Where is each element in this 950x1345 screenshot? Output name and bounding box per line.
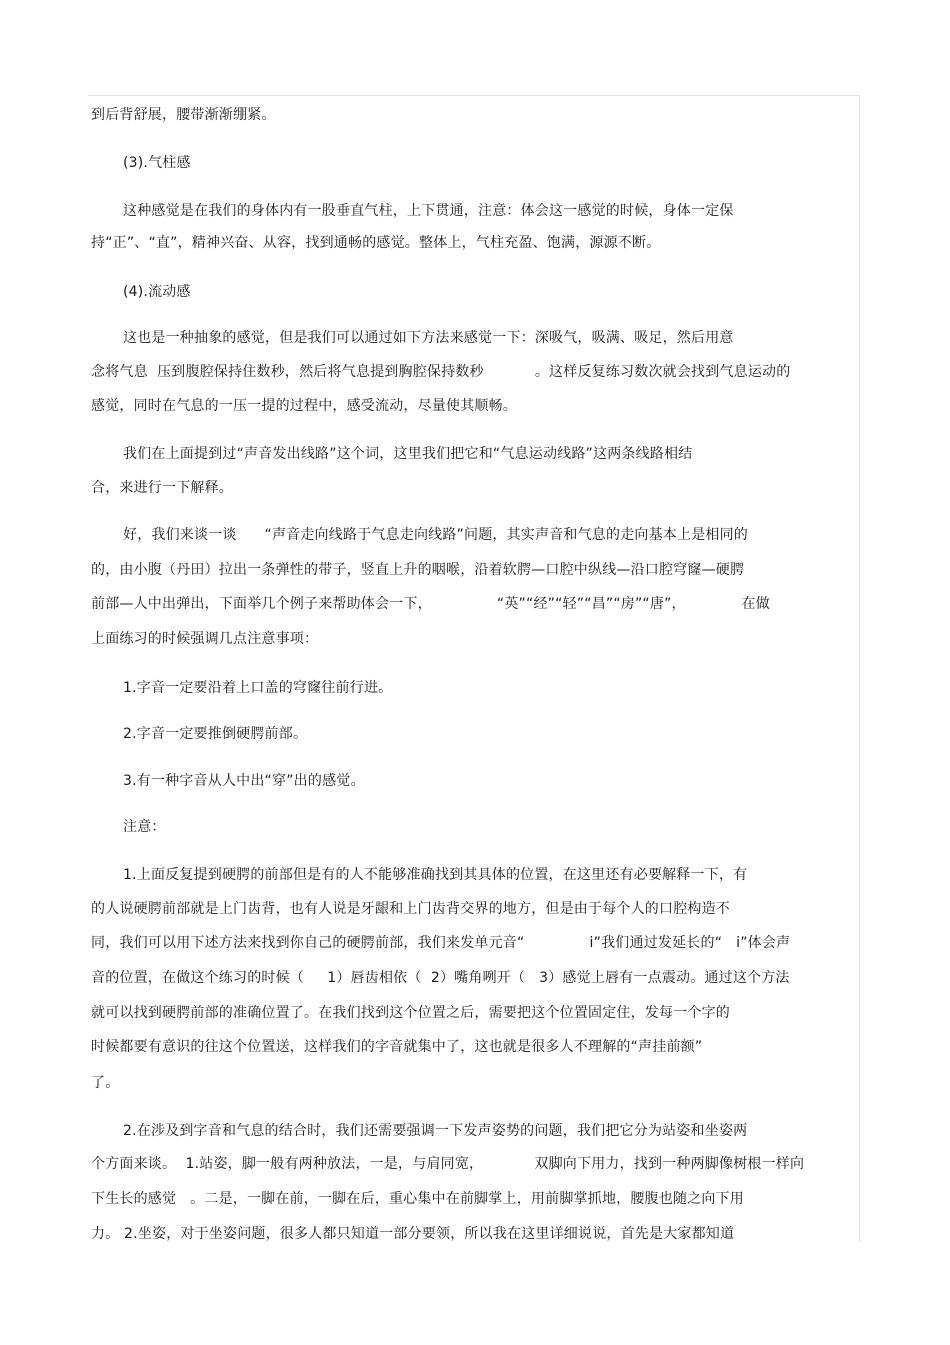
- text-line: 前部—人中出弹出，下面举几个例子来帮助体会一下， “英”“经”“轻”“昌”“房”“唐”， 在做: [91, 596, 770, 612]
- text-line: 就可以找到硬腭前部的准确位置了。在我们找到这个位置之后，需要把这个位置固定住，发每一个字的: [91, 1005, 730, 1021]
- text-line: 1.字音一定要沿着上口盖的穹窿往前行进。: [123, 680, 393, 696]
- text-line: 下生长的感觉 。二是，一脚在前，一脚在后，重心集中在前脚掌上，用前脚掌抓地，腰腹也随之向下用: [91, 1191, 744, 1207]
- text-line: 我们在上面提到过“声音发出线路”这个词，这里我们把它和“气息运动线路”这两条线路相结: [123, 446, 693, 462]
- text-line: 力。 2.坐姿，对于坐姿问题，很多人都只知道一部分要领，所以我在这里详细说说，首先是大家都知道: [91, 1226, 735, 1242]
- text-line: 2.在涉及到字音和气息的结合时，我们还需要强调一下发声姿势的问题，我们把它分为站姿和坐姿两: [123, 1123, 748, 1139]
- text-line: 感觉，同时在气息的一压一提的过程中，感受流动，尽量使其顺畅。: [91, 398, 517, 414]
- page-frame: [88, 95, 860, 1242]
- text-line: 了。: [91, 1075, 120, 1091]
- text-line: 注意：: [123, 819, 166, 835]
- text-line: 念将气息 压到腹腔保持住数秒，然后将气息提到胸腔保持数秒 。这样反复练习数次就会找到气息运动的: [91, 364, 791, 380]
- text-line: (3).气柱感: [123, 155, 191, 171]
- text-line: 持“正”、“直”，精神兴奋、从容，找到通畅的感觉。整体上，气柱充盈、饱满，源源不断。: [91, 235, 661, 251]
- text-line: 音的位置，在做这个练习的时候（ 1）唇齿相依（ 2）嘴角咧开（ 3）感觉上唇有一点震动。通过这个方法: [91, 970, 790, 986]
- text-line: 合，来进行一下解释。: [91, 480, 233, 496]
- text-line: (4).流动感: [123, 284, 191, 300]
- text-line: 1.上面反复提到硬腭的前部但是有的人不能够准确找到其具体的位置，在这里还有必要解释一下，有: [123, 867, 748, 883]
- text-line: 到后背舒展，腰带渐渐绷紧。: [91, 107, 276, 123]
- text-line: 2.字音一定要推倒硬腭前部。: [123, 726, 308, 742]
- text-line: 的人说硬腭前部就是上门齿背，也有人说是牙龈和上门齿背交界的地方，但是由于每个人的口腔构造不: [91, 901, 730, 917]
- text-line: 这也是一种抽象的感觉，但是我们可以通过如下方法来感觉一下：深吸气，吸满、吸足，然后用意: [123, 330, 734, 346]
- text-line: 同，我们可以用下述方法来找到你自己的硬腭前部，我们来发单元音“ i”我们通过发延长的“ i”体会声: [91, 935, 791, 951]
- text-line: 上面练习的时候强调几点注意事项：: [91, 631, 319, 647]
- text-line: 这种感觉是在我们的身体内有一股垂直气柱，上下贯通，注意：体会这一感觉的时候，身体一定保: [123, 203, 734, 219]
- text-line: 时候都要有意识的往这个位置送，这样我们的字音就集中了，这也就是很多人不理解的“声挂前额”: [91, 1039, 703, 1055]
- text-line: 个方面来谈。 1.站姿，脚一般有两种放法，一是，与肩同宽， 双脚向下用力，找到一种两脚像树根一样向: [91, 1156, 805, 1172]
- text-line: 3.有一种字音从人中出“穿”出的感觉。: [123, 773, 365, 789]
- text-line: 好，我们来谈一谈 “声音走向线路于气息走向线路”问题，其实声音和气息的走向基本上是相同的: [123, 527, 749, 543]
- text-line: 的，由小腹（丹田）拉出一条弹性的带子，竖直上升的咽喉，沿着软腭—口腔中纵线—沿口腔穹窿—硬腭: [91, 562, 745, 578]
